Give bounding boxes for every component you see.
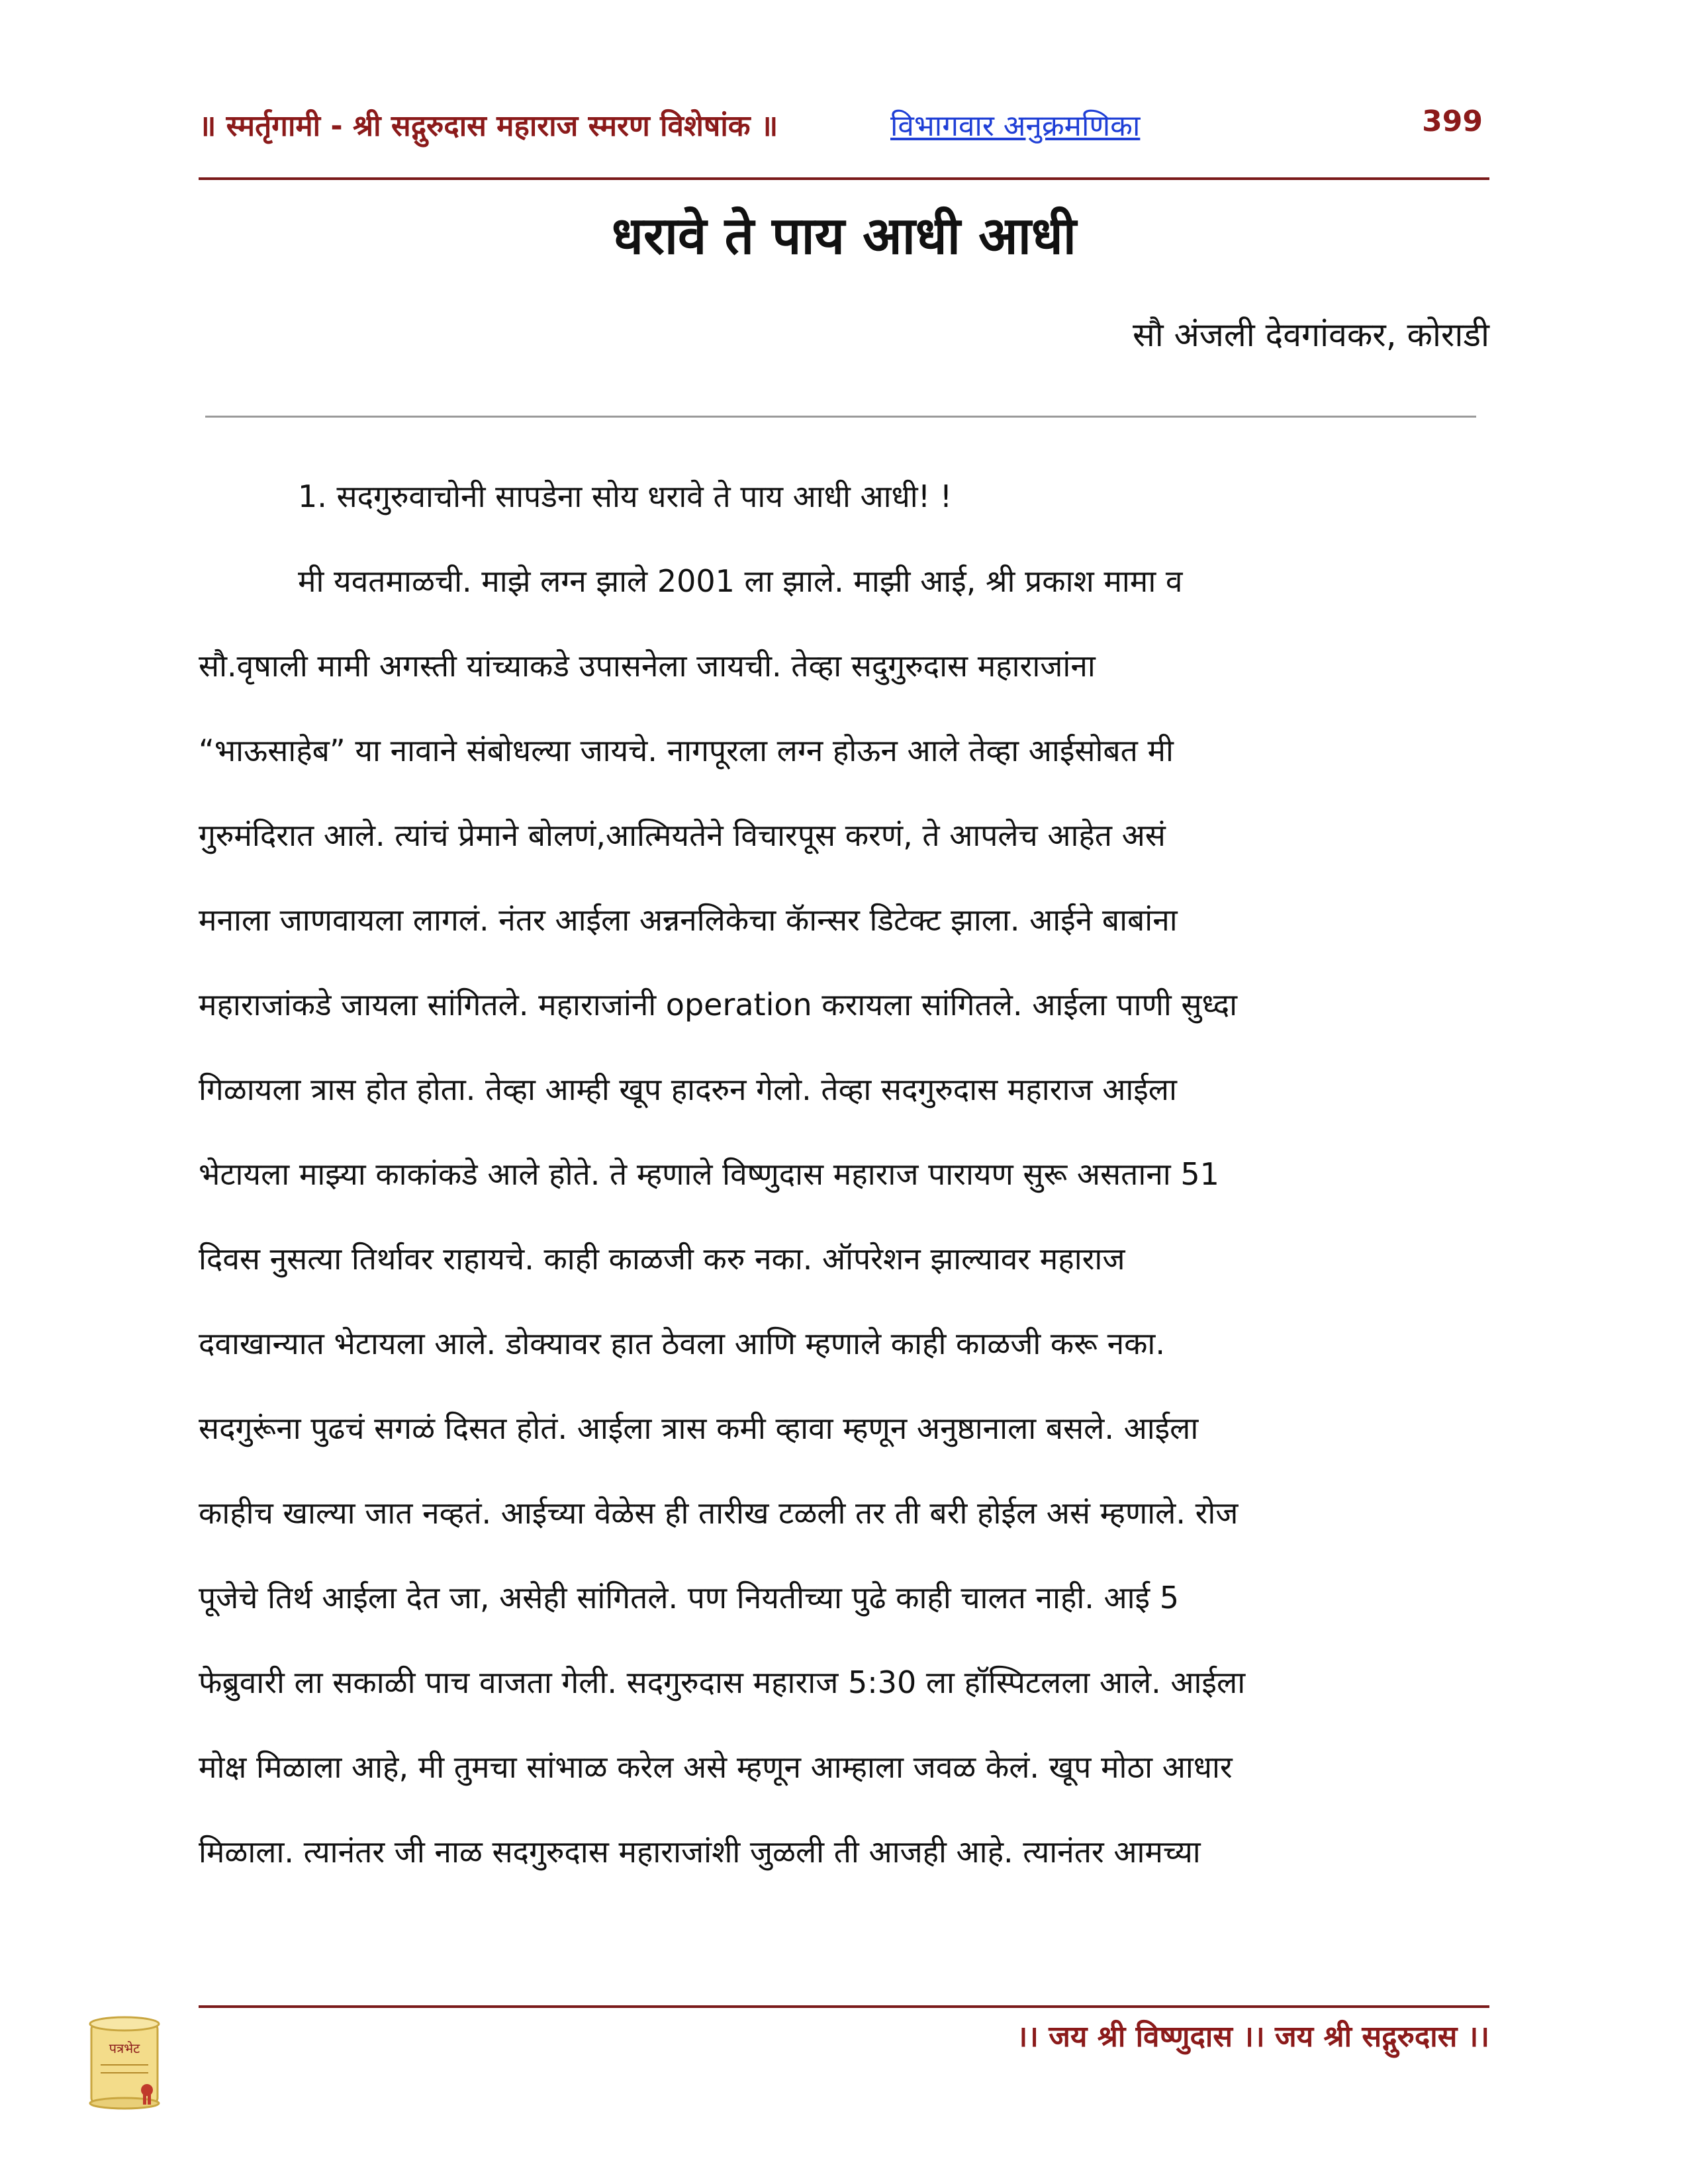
body-line: मी यवतमाळची. माझे लग्न झाले 2001 ला झाले. माझी आई, श्री प्रकाश मामा व (298, 563, 1183, 599)
page-number: 399 (1422, 105, 1483, 138)
body-line: सौ.वृषाली मामी अगस्ती यांच्याकडे उपासनेला जायची. तेव्हा सदुगुरुदास महाराजांना (199, 648, 1096, 684)
body-line: महाराजांकडे जायला सांगितले. महाराजांनी operation करायला सांगितले. आईला पाणी सुध्दा (199, 987, 1238, 1023)
body-line: मिळाला. त्यानंतर जी नाळ सदगुरुदास महाराजांशी जुळली ती आजही आहे. त्यानंतर आमच्या (199, 1834, 1201, 1870)
body-line: भेटायला माझ्या काकांकडे आले होते. ते म्हणाले विष्णुदास महाराज पारायण सुरू असताना 51 (199, 1156, 1219, 1192)
body-line: मोक्ष मिळाला आहे, मी तुमचा सांभाळ करेल असे म्हणून आम्हाला जवळ केलं. खूप मोठा आधार (199, 1749, 1233, 1785)
footer-text: ।। जय श्री विष्णुदास ।। जय श्री सद्गुरुदास ।। (1016, 2020, 1489, 2054)
body-line: मनाला जाणवायला लागलं. नंतर आईला अन्ननलिकेचा कॅान्सर डिटेक्ट झाला. आईने बाबांना (199, 902, 1178, 938)
header-divider (199, 177, 1489, 180)
title-divider (205, 416, 1476, 418)
body-line: काहीच खाल्या जात नव्हतं. आईच्या वेळेस ही तारीख टळली तर ती बरी होईल असं म्हणाले. रोज (199, 1495, 1239, 1531)
footer-divider (199, 2005, 1489, 2008)
scroll-logo-icon (86, 2012, 165, 2111)
article-body (199, 470, 1489, 1910)
page-header (199, 99, 1489, 152)
body-line: दवाखान्यात भेटायला आले. डोक्यावर हात ठेवला आणि म्हणाले काही काळजी करू नका. (199, 1326, 1165, 1361)
body-line: गुरुमंदिरात आले. त्यांचं प्रेमाने बोलणं,आत्मियतेने विचारपूस करणं, ते आपलेच आहेत असं (199, 817, 1166, 853)
body-line: सदगुरूंना पुढचं सगळं दिसत होतं. आईला त्रास कमी व्हावा म्हणून अनुष्ठानाला बसले. आईला (199, 1410, 1199, 1446)
body-line: “भाऊसाहेब” या नावाने संबोधल्या जायचे. नागपूरला लग्न होऊन आले तेव्हा आईसोबत मी (199, 733, 1174, 768)
article-author: सौ अंजली देवगांवकर, कोराडी (1132, 316, 1489, 354)
body-line: गिळायला त्रास होत होता. तेव्हा आम्ही खूप हादरुन गेलो. तेव्हा सदगुरुदास महाराज आईला (199, 1071, 1177, 1107)
body-line: पूजेचे तिर्थ आईला देत जा, असेही सांगितले. पण नियतीच्या पुढे काही चालत नाही. आई 5 (199, 1580, 1180, 1615)
header-title: ॥ स्मर्तृगामी - श्री सद्गुरुदास महाराज स्मरण विशेषांक ॥ (199, 109, 778, 143)
index-link[interactable]: विभागवार अनुक्रमणिका (890, 109, 1141, 143)
body-line: दिवस नुसत्या तिर्थावर राहायचे. काही काळजी करु नका. ऑपरेशन झाल्यावर महाराज (199, 1241, 1125, 1277)
body-line: 1. सदगुरुवाचोनी सापडेना सोय धरावे ते पाय आधी आधी! ! (298, 478, 953, 514)
logo-text: पत्रभेट (109, 2040, 140, 2056)
body-line: फेब्रुवारी ला सकाळी पाच वाजता गेली. सदगुरुदास महाराज 5:30 ला हॉस्पिटलला आले. आईला (199, 1664, 1246, 1700)
article-title: धरावे ते पाय आधी आधी (611, 206, 1077, 266)
